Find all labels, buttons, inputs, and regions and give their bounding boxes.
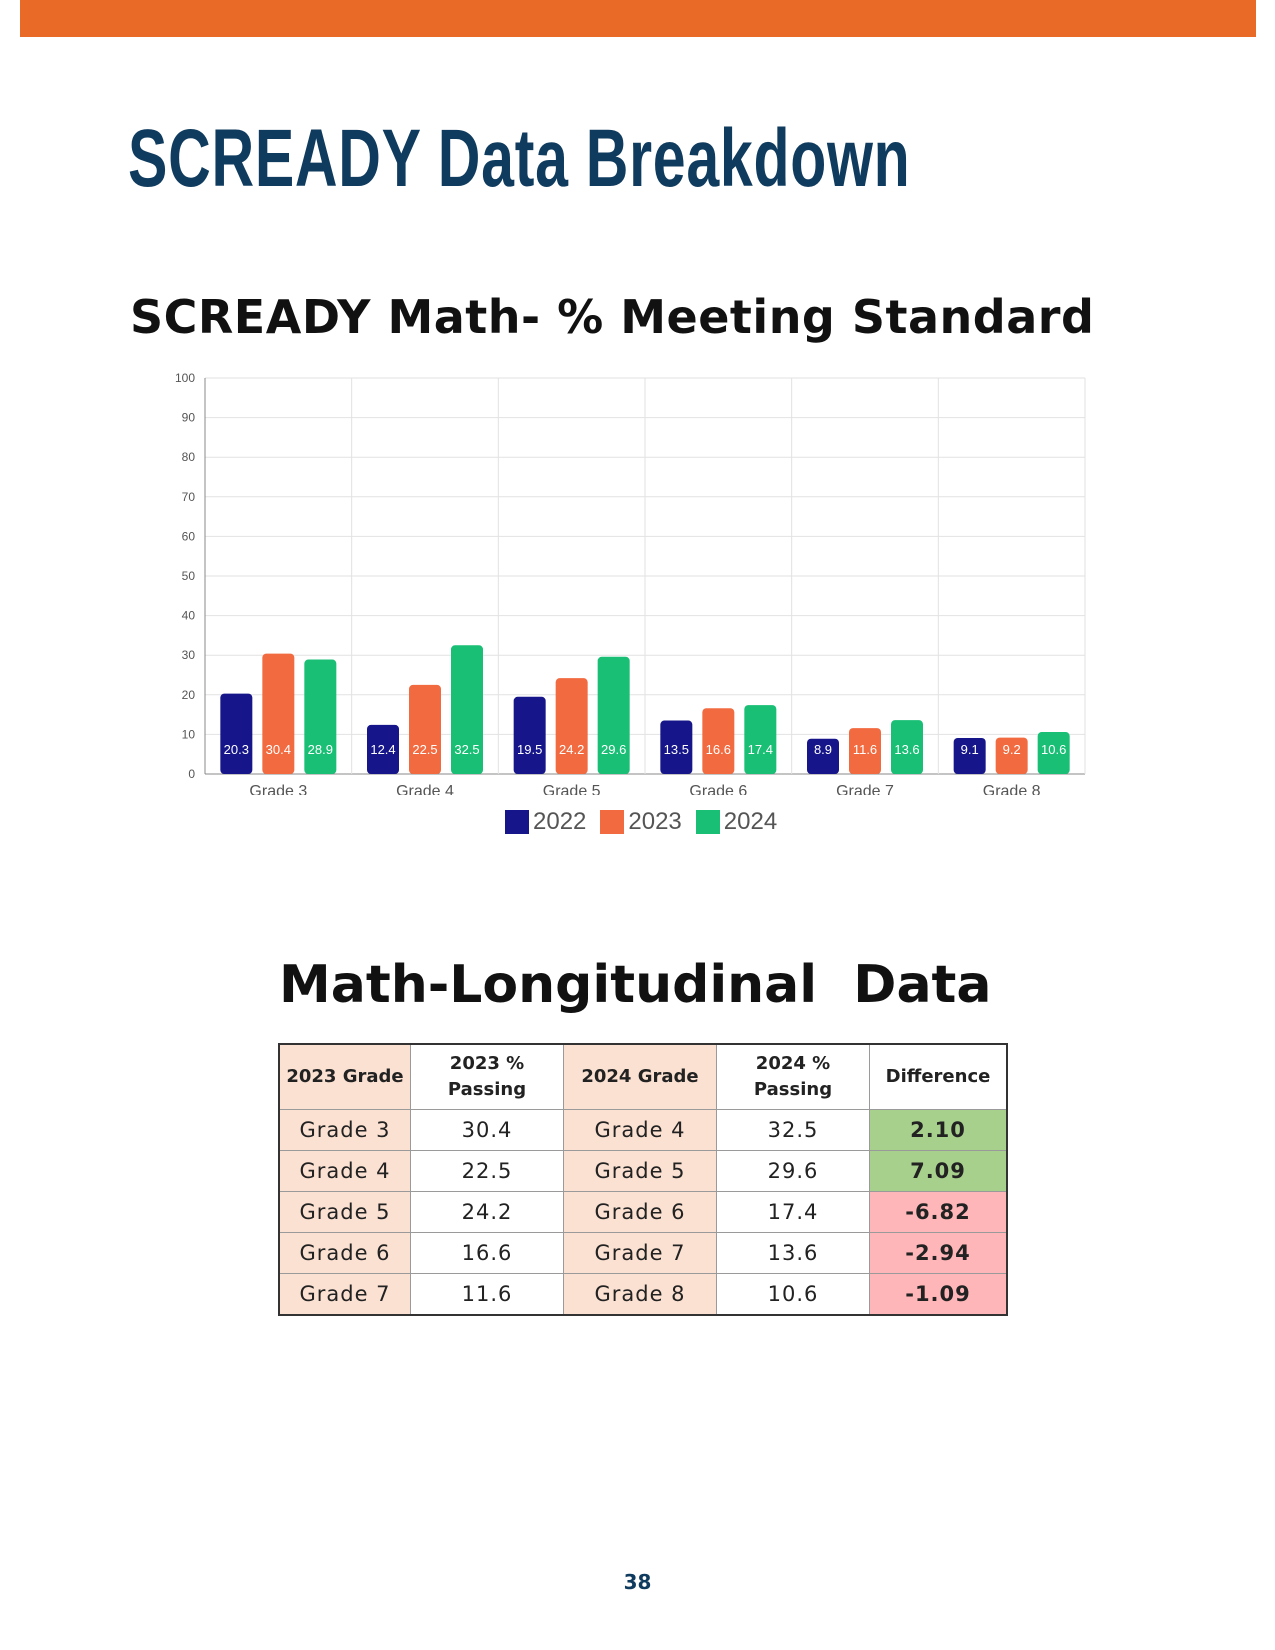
bar-data-label: 11.6 <box>852 742 878 757</box>
cell-2024-grade: Grade 5 <box>564 1151 717 1192</box>
bar-data-label: 24.2 <box>559 742 585 757</box>
bar <box>514 697 546 774</box>
cell-2023-grade: Grade 7 <box>279 1274 411 1316</box>
cell-2023-grade: Grade 4 <box>279 1151 411 1192</box>
x-tick-label: Grade 6 <box>689 783 748 795</box>
table-title: Math-Longitudinal Data <box>279 955 992 1015</box>
bar <box>409 685 441 774</box>
cell-2024-grade: Grade 8 <box>564 1274 717 1316</box>
y-tick-label: 50 <box>181 569 195 583</box>
cell-difference: -1.09 <box>870 1274 1008 1316</box>
y-tick-label: 80 <box>181 450 195 465</box>
cell-2024-grade: Grade 7 <box>564 1233 717 1274</box>
y-tick-label: 20 <box>181 687 195 702</box>
bar <box>744 705 776 774</box>
table-row <box>279 1151 1007 1192</box>
legend-item-2024 <box>696 808 777 836</box>
cell-2023-passing: 11.6 <box>411 1274 564 1316</box>
cell-2023-passing: 24.2 <box>411 1192 564 1233</box>
table-row <box>279 1110 1007 1151</box>
y-tick-label: 0 <box>188 767 195 781</box>
bar-data-label: 20.3 <box>223 742 249 757</box>
table-row <box>279 1274 1007 1316</box>
header-2023-passing: 2023 % Passing <box>411 1044 564 1110</box>
legend-swatch-2023 <box>600 810 624 834</box>
cell-difference: 7.09 <box>870 1151 1008 1192</box>
cell-2024-passing: 10.6 <box>717 1274 870 1316</box>
page-number: 38 <box>623 1570 652 1594</box>
bar-data-label: 22.5 <box>412 742 438 757</box>
legend-label-2023: 2023 <box>628 808 682 835</box>
bar-data-label: 32.5 <box>454 742 480 757</box>
bar-data-label: 28.9 <box>307 742 333 757</box>
table-row <box>279 1233 1007 1274</box>
bar-data-label: 10.6 <box>1041 742 1067 757</box>
x-tick-label: Grade 5 <box>542 783 601 795</box>
y-tick-label: 10 <box>181 727 195 742</box>
legend-label-2022: 2022 <box>533 808 587 835</box>
bar-data-label: 17.4 <box>747 742 773 757</box>
legend-swatch-2024 <box>696 810 720 834</box>
header-2024-grade: 2024 Grade <box>564 1044 717 1110</box>
longitudinal-table <box>278 1043 1008 1316</box>
cell-2023-passing: 16.6 <box>411 1233 564 1274</box>
cell-2024-grade: Grade 6 <box>564 1192 717 1233</box>
cell-2023-grade: Grade 5 <box>279 1192 411 1233</box>
cell-2024-grade: Grade 4 <box>564 1110 717 1151</box>
cell-2024-passing: 13.6 <box>717 1233 870 1274</box>
cell-difference: -6.82 <box>870 1192 1008 1233</box>
page-title: SCREADY Data Breakdown <box>128 113 911 204</box>
legend-item-2023 <box>600 808 681 836</box>
y-tick-label: 70 <box>181 489 195 504</box>
bar-data-label: 19.5 <box>517 742 543 757</box>
cell-difference: -2.94 <box>870 1233 1008 1274</box>
legend-swatch-2022 <box>505 810 529 834</box>
cell-2023-passing: 22.5 <box>411 1151 564 1192</box>
bar-data-label: 12.4 <box>370 742 396 757</box>
legend-label-2024: 2024 <box>723 808 778 835</box>
cell-2024-passing: 32.5 <box>717 1110 870 1151</box>
cell-2023-grade: Grade 3 <box>279 1110 411 1151</box>
x-tick-label: Grade 3 <box>249 783 308 795</box>
top-accent-bar <box>20 0 1256 37</box>
chart-legend <box>505 808 791 836</box>
cell-difference: 2.10 <box>870 1110 1008 1151</box>
bar-data-label: 16.6 <box>705 742 731 757</box>
y-tick-label: 40 <box>181 608 195 623</box>
bar-data-label: 13.6 <box>894 742 920 757</box>
chart-title: SCREADY Math- % Meeting Standard <box>130 290 1095 344</box>
bar-chart <box>150 365 1100 795</box>
x-tick-label: Grade 8 <box>982 783 1041 795</box>
bar-data-label: 30.4 <box>265 742 291 757</box>
bar-data-label: 9.2 <box>1002 742 1021 757</box>
header-difference: Difference <box>870 1044 1008 1110</box>
header-2023-grade: 2023 Grade <box>279 1044 411 1110</box>
cell-2023-grade: Grade 6 <box>279 1233 411 1274</box>
x-tick-label: Grade 4 <box>396 783 454 795</box>
bar <box>556 678 588 774</box>
bar-data-label: 8.9 <box>813 742 833 757</box>
table-header-row <box>279 1044 1007 1110</box>
legend-item-2022 <box>505 808 586 836</box>
table-row <box>279 1192 1007 1233</box>
y-tick-label: 100 <box>174 371 195 385</box>
cell-2023-passing: 30.4 <box>411 1110 564 1151</box>
bar-data-label: 9.1 <box>960 742 979 757</box>
cell-2024-passing: 29.6 <box>717 1151 870 1192</box>
bar-data-label: 13.5 <box>663 742 689 757</box>
bar-data-label: 29.6 <box>601 742 627 757</box>
bar <box>220 694 252 774</box>
x-tick-label: Grade 7 <box>836 783 894 795</box>
header-2024-passing: 2024 % Passing <box>717 1044 870 1110</box>
y-tick-label: 30 <box>181 648 195 663</box>
y-tick-label: 60 <box>181 529 195 544</box>
cell-2024-passing: 17.4 <box>717 1192 870 1233</box>
y-tick-label: 90 <box>181 410 195 425</box>
